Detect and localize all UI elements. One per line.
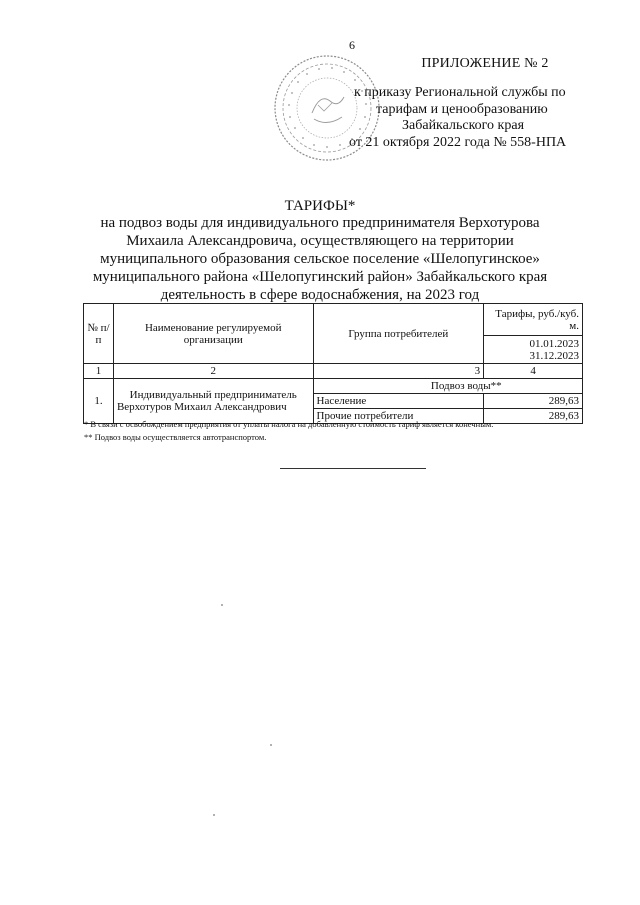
header-cell-org: Наименование регулируемой организации xyxy=(113,304,313,364)
order-date-number: от 21 октября 2022 года № 558-НПА xyxy=(349,135,567,150)
organization-name xyxy=(113,379,313,424)
row-number: 1. xyxy=(84,379,114,424)
table-header-row xyxy=(84,304,583,336)
document-subtitle-line: на подвоз воды для индивидуального предпринимателя Верхотурова xyxy=(100,215,540,231)
appendix-title: ПРИЛОЖЕНИЕ № 2 xyxy=(421,56,549,71)
header-cell-group: Группа потребителей xyxy=(313,304,484,364)
header-cell-period xyxy=(484,336,583,364)
header-cell-tariff: Тарифы, руб./куб. м. xyxy=(484,304,583,336)
document-title: ТАРИФЫ* xyxy=(284,198,356,214)
footnote: * В связи с освобождением предприятия от уплаты налога на добавленную стоимость тариф является конечным. xyxy=(84,419,494,429)
scan-speck xyxy=(213,814,215,816)
tariff-table xyxy=(83,303,583,424)
order-reference-line: тарифам и ценообразованию xyxy=(376,102,548,117)
period-start: 01.01.2023 xyxy=(529,337,579,350)
document-subtitle-line: Михаила Александровича, осуществляющего на территории xyxy=(126,233,514,249)
consumer-group: Прочие потребители xyxy=(313,409,484,424)
table-row xyxy=(84,379,583,394)
service-section: Подвоз воды** xyxy=(313,379,582,394)
organization-name-line: Верхотуров Михаил Александрович xyxy=(116,401,287,413)
order-reference-line: Забайкальского края xyxy=(402,118,525,133)
document-subtitle-line: деятельность в сфере водоснабжения, на 2023 год xyxy=(160,287,480,303)
page-number: 6 xyxy=(349,38,355,52)
column-number: 1 xyxy=(84,364,114,379)
scan-speck xyxy=(221,604,223,606)
footnote: ** Подвоз воды осуществляется автотранспортом. xyxy=(84,432,267,442)
header-cell-num: № п/п xyxy=(84,304,114,364)
document-subtitle-line: муниципального района «Шелопугинский район» Забайкальского края xyxy=(92,269,548,285)
document-subtitle-line: муниципального образования сельское поселение «Шелопугинское» xyxy=(100,251,540,267)
column-number: 4 xyxy=(484,364,583,379)
order-reference-line: к приказу Региональной службы по xyxy=(354,85,566,100)
column-number: 3 xyxy=(313,364,484,379)
tariff-value: 289,63 xyxy=(484,409,583,424)
column-number-row xyxy=(84,364,583,379)
column-number: 2 xyxy=(113,364,313,379)
scan-speck xyxy=(270,744,272,746)
organization-name-line: Индивидуальный предприниматель xyxy=(129,389,297,401)
period-end: 31.12.2023 xyxy=(529,349,579,362)
tariff-value: 289,63 xyxy=(484,394,583,409)
consumer-group: Население xyxy=(313,394,484,409)
closing-divider xyxy=(280,468,426,469)
